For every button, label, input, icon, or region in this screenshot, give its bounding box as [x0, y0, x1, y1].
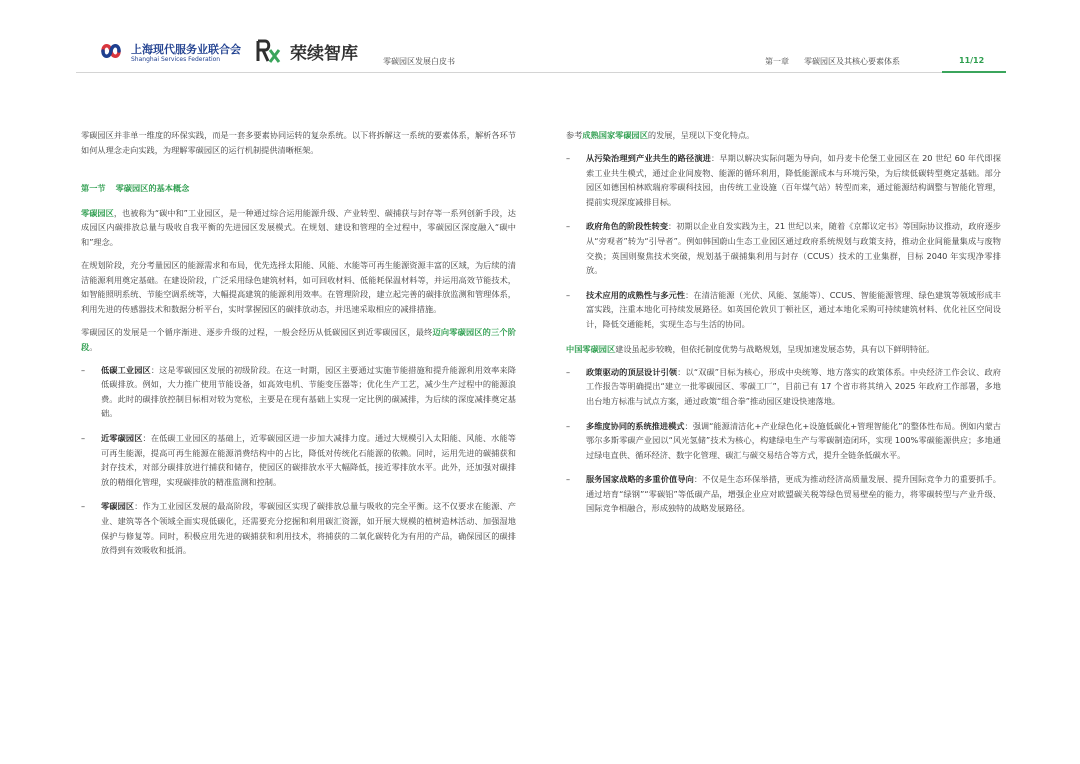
list-item-text: ：早期以解决实际问题为导向，如丹麦卡伦堡工业园区在 20 世纪 60 年代即探索工业共生模式，通过企业间废物、能源的循环利用，降低能源成本与环境污染，为后续低碳转型奠定基础。部分园区如德国柏林欧瑞府零碳科技园，由传统工业设施（百年煤气站）转型而来，通过能源结构调整与智能化管理，提前实现深度减排目标。: [586, 153, 1001, 207]
reference-highlight: 成熟国家零碳园区: [582, 130, 648, 140]
dash-icon: –: [566, 289, 571, 300]
list-item-title: 从污染治理到产业共生的路径演进: [586, 153, 711, 164]
stages-text: 零碳园区的发展是一个循序渐进、逐步升级的过程，一般会经历从低碳园区到近零碳园区，最终: [81, 326, 433, 337]
list-item-title: 政策驱动的顶层设计引领: [586, 366, 678, 377]
section-heading: [81, 181, 516, 196]
list-item: [566, 151, 1001, 209]
list-item-text: ：强调“能源清洁化+产业绿色化+设施低碳化+管理智能化”的整体性布局。例如内蒙古鄂尔多斯零碳产业园以“风光氢储”技术为核心，构建绿电生产与零碳制造闭环，实现 100%零碳能源供应；多地通过绿电直供、循环经济、数字化管理、碳汇与碳交易结合等方式，提升全链条低碳水平。: [586, 420, 1001, 460]
list-item: [566, 472, 1001, 516]
reference-end: 的发展，呈现以下变化特点。: [647, 130, 755, 140]
dash-icon: –: [566, 221, 571, 232]
list-item: [566, 365, 1001, 409]
list-item: [81, 499, 516, 557]
definition-term: 零碳园区: [81, 207, 114, 218]
left-column: [81, 128, 516, 568]
intro-paragraph: 零碳园区并非单一维度的环保实践，而是一套多要素协同运转的复杂系统。以下将拆解这一系统的要素体系，解析各环节如何从理念走向实践，为理解零碳园区的运行机制提供清晰框架。: [81, 130, 516, 155]
ssf-logo-icon: [100, 40, 122, 62]
reference-paragraph: [566, 128, 1001, 143]
list-item-title: 技术应用的成熟性与多元性: [586, 289, 686, 300]
page-number: 11/12: [959, 56, 985, 65]
dash-icon: –: [81, 501, 86, 512]
header-divider: [76, 72, 1006, 73]
dash-icon: –: [566, 153, 571, 164]
stages-paragraph: [81, 325, 516, 354]
dash-icon: –: [566, 474, 571, 485]
list-item-title: 近零碳园区: [101, 433, 143, 443]
definition-paragraph: [81, 206, 516, 250]
section-number: 第一节: [81, 183, 106, 194]
section-title: 零碳园区的基本概念: [115, 183, 190, 194]
list-item-title: 政府角色的阶段性转变: [586, 221, 669, 232]
stages-end: 。: [89, 341, 98, 352]
china-paragraph: [566, 342, 1001, 357]
dash-icon: –: [81, 433, 86, 443]
phases-paragraph: 在规划阶段，充分考量园区的能源需求和布局，优先选择太阳能、风能、水能等可再生能源资源丰富的区域，为后续的清洁能源利用奠定基础。在建设阶段，广泛采用绿色建筑材料，如可回收材料、低能耗保温材料等，并运用高效节能技术，如智能照明系统、节能空调系统等，大幅提高建筑的能源利用效率。在管理阶段，建立起完善的碳排放监测和管理体系，利用先进的传感器技术和数据分析平台，实时掌握园区的碳排放动态，并迅速采取相应的减排措施。: [81, 260, 516, 314]
dash-icon: –: [566, 366, 571, 377]
list-item-text: ：初期以企业自发实践为主，21 世纪以来，随着《京都议定书》等国际协议推动，政府逐步从“旁观者”转为“引导者”。例如韩国蔚山生态工业园区通过政府系统规划与政策支持，推动企业间能量集成与废物交换；英国则聚焦技术突破，规划基于碳捕集利用与封存（CCUS）技术的工业集群，目标 2040 年实现净零排放。: [586, 221, 1001, 276]
think-tank-name: 荣续智库: [290, 44, 358, 64]
list-item: [81, 363, 516, 421]
list-item-text: ：在清洁能源（光伏、风能、氢能等）、CCUS、智能能源管理、绿色建筑等领域形成丰富实践，注重本地化可持续发展路径。如英国伦敦贝丁顿社区，通过本地化采购可持续建筑材料、优化社区空间设计，降低交通能耗，实现生态与生活的协同。: [586, 289, 1001, 330]
list-item-text: ：不仅是生态环保举措，更成为推动经济高质量发展、提升国际竞争力的重要抓手。通过培育“绿钢”“零碳铝”等低碳产品，增强企业应对欧盟碳关税等绿色贸易壁垒的能力，将零碳转型与产业升级、国际竞争相融合，形成独特的战略发展路径。: [586, 474, 1001, 514]
chapter-title: 零碳园区及其核心要素体系: [804, 57, 900, 66]
list-item: [566, 219, 1001, 277]
list-item-title: 低碳工业园区: [101, 364, 151, 375]
china-text: 建设虽起步较晚，但依托制度优势与战略规划，呈现加速发展态势，具有以下鲜明特征。: [615, 343, 935, 354]
page-header: [0, 36, 1080, 76]
list-item-text: ：作为工业园区发展的最高阶段，零碳园区实现了碳排放总量与吸收的完全平衡。这不仅要求在能源、产业、建筑等各个领域全面实现低碳化，还需要充分挖掘和利用碳汇资源，如开展大规模的植树造林活动、加强湿地保护与修复等。同时，积极应用先进的碳捕获和利用技术，将捕获的二氧化碳转化为有用的产品，确保园区的碳排放得到有效吸收和抵消。: [101, 501, 516, 556]
reference-text: 参考: [566, 130, 583, 140]
rongxu-logo-icon: [255, 38, 281, 64]
list-item-title: 多维度协同的系统推进模式: [586, 420, 685, 431]
list-item-title: 零碳园区: [101, 501, 135, 512]
header-accent-bar: [942, 71, 1006, 73]
definition-text: ，也被称为“碳中和”工业园区，是一种通过综合运用能源升级、产业转型、碳捕获与封存等一系列创新手段，达成园区内碳排放总量与吸收自我平衡的先进园区发展模式。在规划、建设和管理的全过程中，零碳园区深度融入“碳中和”理念。: [81, 207, 516, 247]
dash-icon: –: [81, 364, 86, 375]
list-item-text: ：这是零碳园区发展的初级阶段。在这一时期，园区主要通过实施节能措施和提升能源利用效率来降低碳排放。例如，大力推广使用节能设备，如高效电机、节能变压器等；优化生产工艺，减少生产过程中的能源浪费。此时的碳排放控制目标相对较为宽松，主要是在现有基础上实现一定比例的碳减排，为后续的深度减排奠定基础。: [101, 364, 516, 419]
list-item-text: ：以“双碳”目标为核心，形成中央统筹、地方落实的政策体系。中央经济工作会议、政府工作报告等明确提出“建立一批零碳园区、零碳工厂”，目前已有 17 个省市将其纳入 2025 年政府工作部署，多地出台地方标准与试点方案，通过政策“组合拳”推动园区建设快速落地。: [586, 366, 1001, 406]
china-highlight: 中国零碳园区: [566, 343, 616, 354]
list-item: [566, 419, 1001, 463]
list-item: [566, 288, 1001, 332]
stages-highlight: 迈向零碳园区的三个阶段: [81, 326, 516, 352]
chapter-label: 第一章: [765, 57, 789, 66]
list-item: [81, 431, 516, 489]
dash-icon: –: [566, 420, 571, 431]
document-title: 零碳园区发展白皮书: [383, 57, 455, 66]
federation-name-en: Shanghai Services Federation: [131, 56, 221, 63]
right-column: [566, 128, 1001, 526]
list-item-text: ：在低碳工业园区的基础上，近零碳园区进一步加大减排力度。通过大规模引入太阳能、风能、水能等可再生能源，提高可再生能源在能源消费结构中的占比，降低对传统化石能源的依赖。同时，运用先进的碳捕获和封存技术，对部分碳排放进行捕获和储存，使园区的碳排放水平大幅降低，接近零排放水平。此外，还加强对碳排放的精细化管理，实现碳排放的精准监测和控制。: [101, 433, 516, 487]
list-item-title: 服务国家战略的多重价值导向: [586, 474, 694, 485]
federation-name: 上海现代服务业联合会: [131, 43, 241, 56]
